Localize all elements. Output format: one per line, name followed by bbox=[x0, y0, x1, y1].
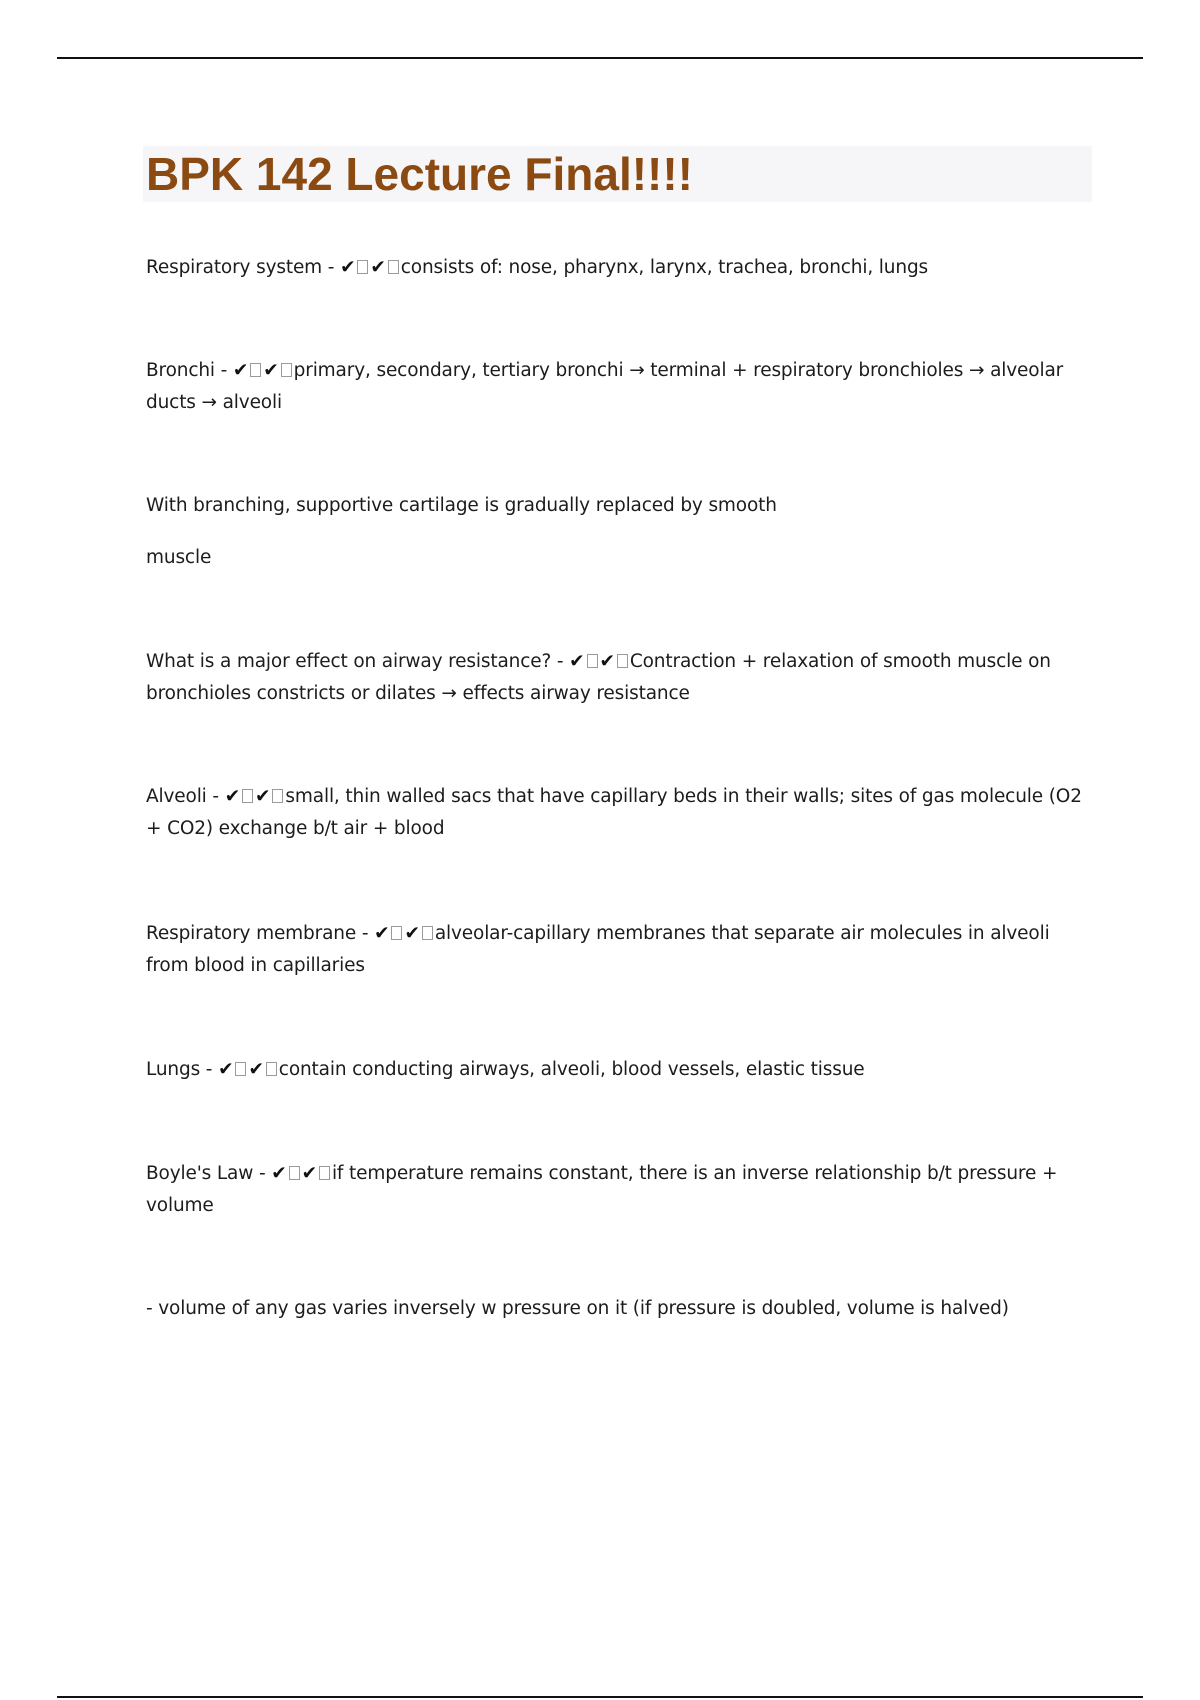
box-icon bbox=[281, 363, 292, 377]
flashcard-respiratory-membrane bbox=[146, 918, 1086, 982]
box-icon bbox=[289, 1166, 300, 1180]
entry-separator: - bbox=[200, 1059, 219, 1080]
box-icon bbox=[388, 260, 399, 274]
box-icon bbox=[272, 789, 283, 803]
entry-term: Alveoli bbox=[146, 786, 207, 807]
entry-term: Respiratory system bbox=[146, 257, 323, 278]
check-icon: ✔ bbox=[271, 1163, 287, 1184]
box-icon bbox=[266, 1062, 277, 1076]
document-title: BPK 142 Lecture Final!!!! bbox=[146, 148, 693, 200]
check-icon: ✔ bbox=[340, 257, 356, 278]
entry-term: Respiratory membrane bbox=[146, 923, 357, 944]
entry-definition: primary, secondary, tertiary bronchi → terminal + respiratory bronchioles → alveolar ducts → alveoli bbox=[146, 360, 1064, 413]
box-icon bbox=[250, 363, 261, 377]
entry-separator: - bbox=[253, 1163, 272, 1184]
note-branching: With branching, supportive cartilage is gradually replaced by smooth bbox=[146, 495, 777, 516]
check-icon: ✔ bbox=[224, 786, 241, 807]
flashcard-airway-resistance bbox=[146, 646, 1086, 710]
entry-term: What is a major effect on airway resistance? bbox=[146, 651, 552, 672]
box-icon bbox=[617, 654, 628, 668]
entry-term: Boyle's Law bbox=[146, 1163, 254, 1184]
entry-term: Lungs bbox=[146, 1059, 201, 1080]
box-icon bbox=[235, 1062, 246, 1076]
entry-separator: - bbox=[206, 786, 225, 807]
entry-separator: - bbox=[214, 360, 233, 381]
entry-definition: Contraction + relaxation of smooth muscle on bronchioles constricts or dilates → effects airway resistance bbox=[146, 651, 1051, 704]
box-icon bbox=[242, 789, 253, 803]
flashcard-bronchi bbox=[146, 355, 1086, 419]
entry-definition: consists of: nose, pharynx, larynx, trachea, bronchi, lungs bbox=[400, 257, 929, 278]
entry-term: Bronchi bbox=[146, 360, 215, 381]
check-icon: ✔ bbox=[255, 786, 271, 807]
check-icon: ✔ bbox=[248, 1059, 264, 1080]
check-icon: ✔ bbox=[301, 1163, 317, 1184]
box-icon bbox=[422, 926, 433, 940]
entry-separator: - bbox=[551, 651, 570, 672]
page-top-rule bbox=[57, 57, 1143, 59]
box-icon bbox=[391, 926, 402, 940]
box-icon bbox=[319, 1166, 330, 1180]
entry-separator: - bbox=[356, 923, 375, 944]
flashcard-respiratory-system bbox=[146, 252, 1086, 284]
box-icon bbox=[587, 654, 598, 668]
page-bottom-rule bbox=[57, 1696, 1143, 1698]
entry-definition: if temperature remains constant, there is an inverse relationship b/t pressure + volume bbox=[146, 1163, 1058, 1216]
note-branching-continued: muscle bbox=[146, 547, 212, 568]
check-icon: ✔ bbox=[404, 923, 420, 944]
check-icon: ✔ bbox=[263, 360, 279, 381]
note-gas-volume: - volume of any gas varies inversely w pressure on it (if pressure is doubled, volume is halved) bbox=[146, 1298, 1009, 1319]
entry-definition: contain conducting airways, alveoli, blood vessels, elastic tissue bbox=[278, 1059, 865, 1080]
flashcard-alveoli bbox=[146, 781, 1086, 845]
entry-separator: - bbox=[322, 257, 341, 278]
check-icon: ✔ bbox=[232, 360, 249, 381]
entry-definition: small, thin walled sacs that have capillary beds in their walls; sites of gas molecule (O2 + CO2) exchange b/t air + blood bbox=[146, 786, 1082, 839]
check-icon: ✔ bbox=[599, 651, 615, 672]
check-icon: ✔ bbox=[218, 1059, 234, 1080]
check-icon: ✔ bbox=[370, 257, 386, 278]
box-icon bbox=[357, 260, 368, 274]
flashcard-lungs bbox=[146, 1054, 1086, 1086]
flashcard-boyles-law bbox=[146, 1158, 1086, 1222]
check-icon: ✔ bbox=[374, 923, 390, 944]
entry-definition: alveolar-capillary membranes that separate air molecules in alveoli from blood in capillaries bbox=[146, 923, 1050, 976]
check-icon: ✔ bbox=[569, 651, 585, 672]
